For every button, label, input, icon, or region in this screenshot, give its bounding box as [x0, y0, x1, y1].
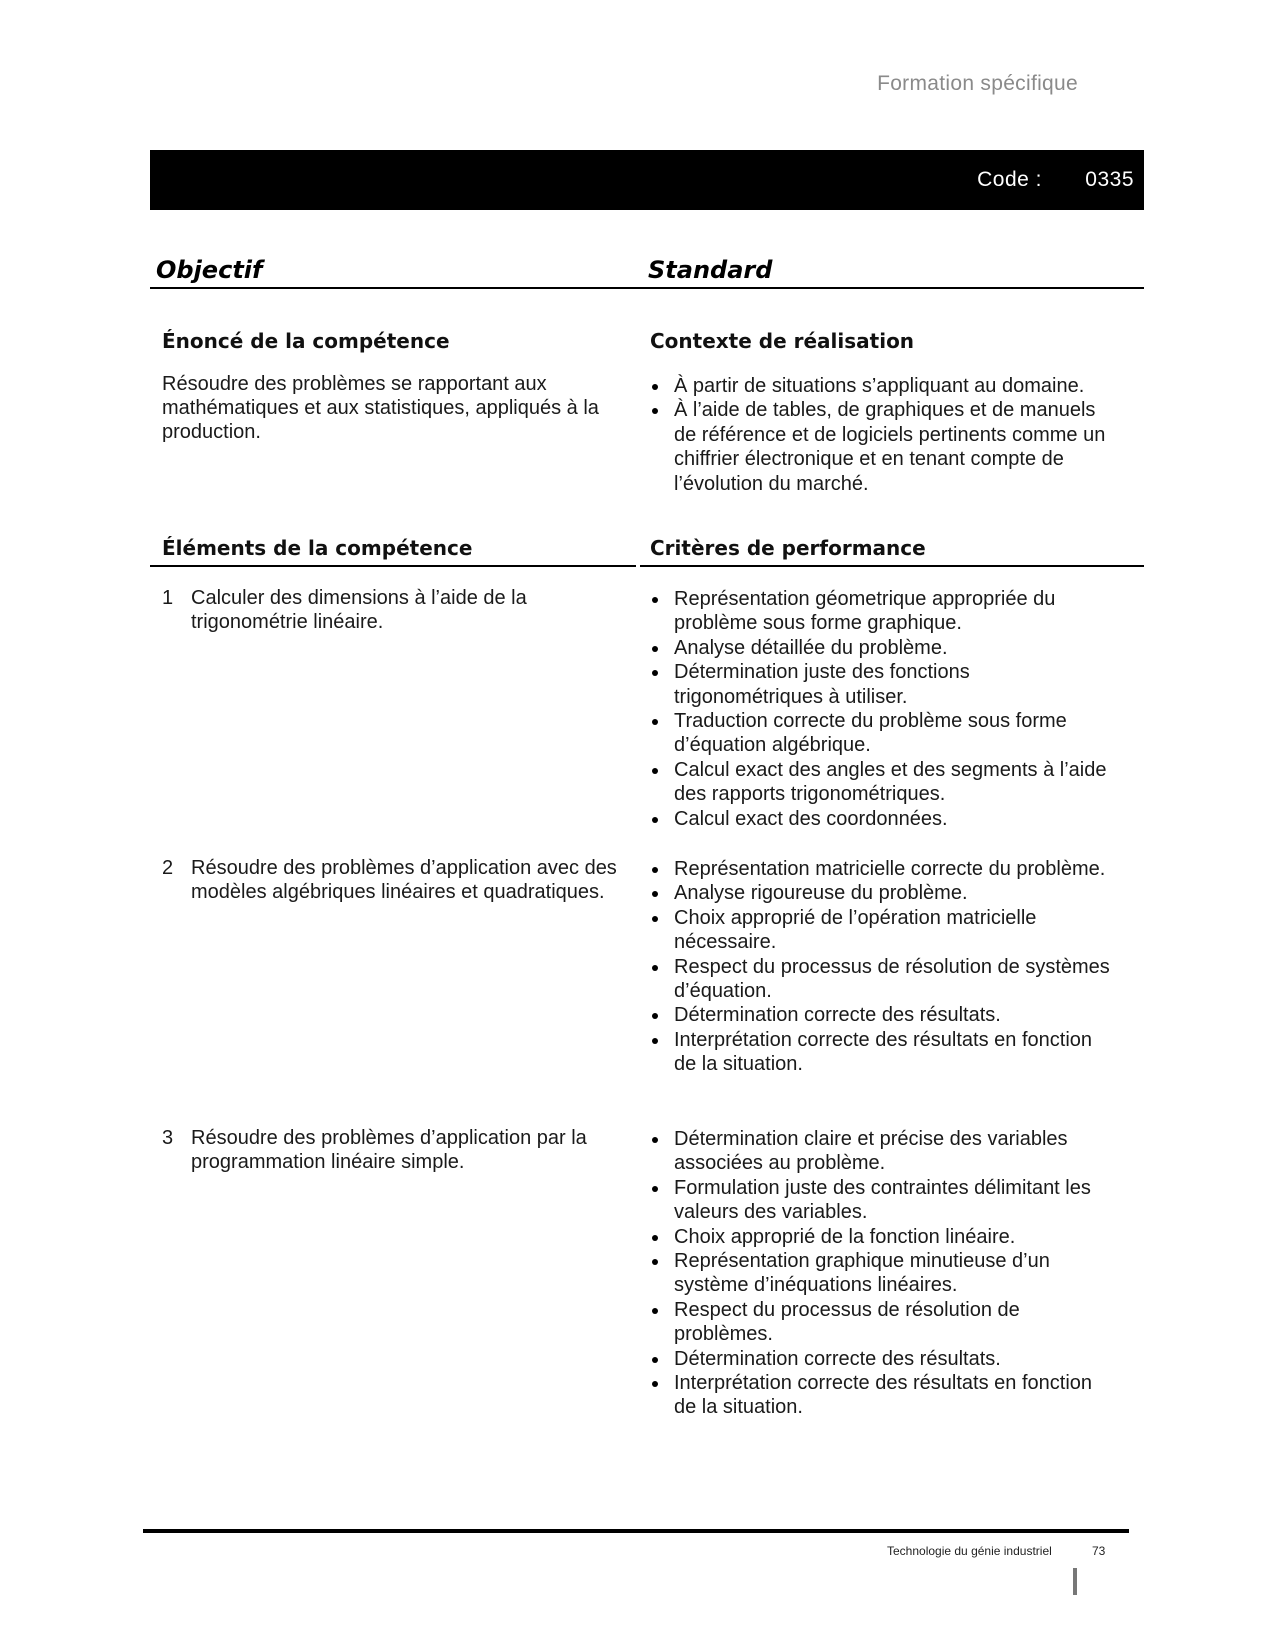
contexte-title: Contexte de réalisation [650, 329, 915, 353]
list-item: Calcul exact des coordonnées. [644, 807, 1116, 831]
element-number: 2 [162, 857, 174, 879]
list-item: Choix approprié de l’opération matricielle nécessaire. [644, 906, 1116, 955]
list-item: Analyse rigoureuse du problème. [644, 881, 1116, 905]
list-item: Respect du processus de résolution de problèmes. [644, 1298, 1116, 1347]
code-label: Code : [977, 168, 1042, 191]
element-text: Résoudre des problèmes d’application avec des modèles algébriques linéaires et quadratiques. [191, 857, 617, 903]
list-item: Interprétation correcte des résultats en fonction de la situation. [644, 1371, 1116, 1420]
objectif-heading: Objectif [156, 256, 263, 284]
list-item: À partir de situations s’appliquant au domaine. [644, 374, 1110, 398]
element-text: Résoudre des problèmes d’application par la programmation linéaire simple. [191, 1127, 587, 1173]
standard-heading: Standard [648, 256, 773, 284]
running-header: Formation spécifique [877, 72, 1078, 95]
elements-divider [150, 565, 636, 567]
list-item: Respect du processus de résolution de systèmes d’équation. [644, 955, 1116, 1004]
list-item: Analyse détaillée du problème. [644, 636, 1116, 660]
list-item: Détermination claire et précise des variables associées au problème. [644, 1127, 1116, 1176]
contexte-list [644, 374, 1110, 496]
criteria-list-3 [644, 1127, 1116, 1420]
element-1 [162, 586, 622, 634]
footer-divider [143, 1529, 1129, 1533]
list-item: Choix approprié de la fonction linéaire. [644, 1225, 1116, 1249]
enonce-title: Énoncé de la compétence [162, 329, 450, 353]
criteria-list-2 [644, 857, 1116, 1077]
footer-program: Technologie du génie industriel [887, 1544, 1052, 1558]
list-item: Calcul exact des angles et des segments à l’aide des rapports trigonométriques. [644, 758, 1116, 807]
list-item: Détermination correcte des résultats. [644, 1347, 1116, 1371]
element-number: 1 [162, 587, 174, 609]
element-text: Calculer des dimensions à l’aide de la trigonométrie linéaire. [191, 587, 527, 633]
criteres-title: Critères de performance [650, 536, 926, 560]
list-item: Interprétation correcte des résultats en fonction de la situation. [644, 1028, 1116, 1077]
enonce-text: Résoudre des problèmes se rapportant aux mathématiques et aux statistiques, appliqués à la production. [162, 373, 599, 443]
code-bar [150, 150, 1144, 210]
element-number: 3 [162, 1127, 174, 1149]
list-item: Détermination juste des fonctions trigonométriques à utiliser. [644, 660, 1116, 709]
page-number: 73 [1092, 1544, 1106, 1558]
list-item: Représentation matricielle correcte du problème. [644, 857, 1116, 881]
list-item: Représentation géometrique appropriée du problème sous forme graphique. [644, 587, 1116, 636]
heading-divider [150, 287, 1144, 289]
element-3 [162, 1126, 622, 1174]
code-value: 0335 [1085, 168, 1134, 191]
list-item: À l’aide de tables, de graphiques et de manuels de référence et de logiciels pertinents comme un chiffrier électronique et en tenant compte de l’évolution du marché. [644, 398, 1110, 496]
element-2 [162, 856, 622, 904]
list-item: Détermination correcte des résultats. [644, 1003, 1116, 1027]
list-item: Traduction correcte du problème sous forme d’équation algébrique. [644, 709, 1116, 758]
criteria-list-1 [644, 587, 1116, 831]
list-item: Représentation graphique minutieuse d’un système d’inéquations linéaires. [644, 1249, 1116, 1298]
change-bar [1073, 1568, 1077, 1595]
criteres-divider [640, 565, 1144, 567]
list-item: Formulation juste des contraintes délimitant les valeurs des variables. [644, 1176, 1116, 1225]
elements-title: Éléments de la compétence [162, 536, 473, 560]
